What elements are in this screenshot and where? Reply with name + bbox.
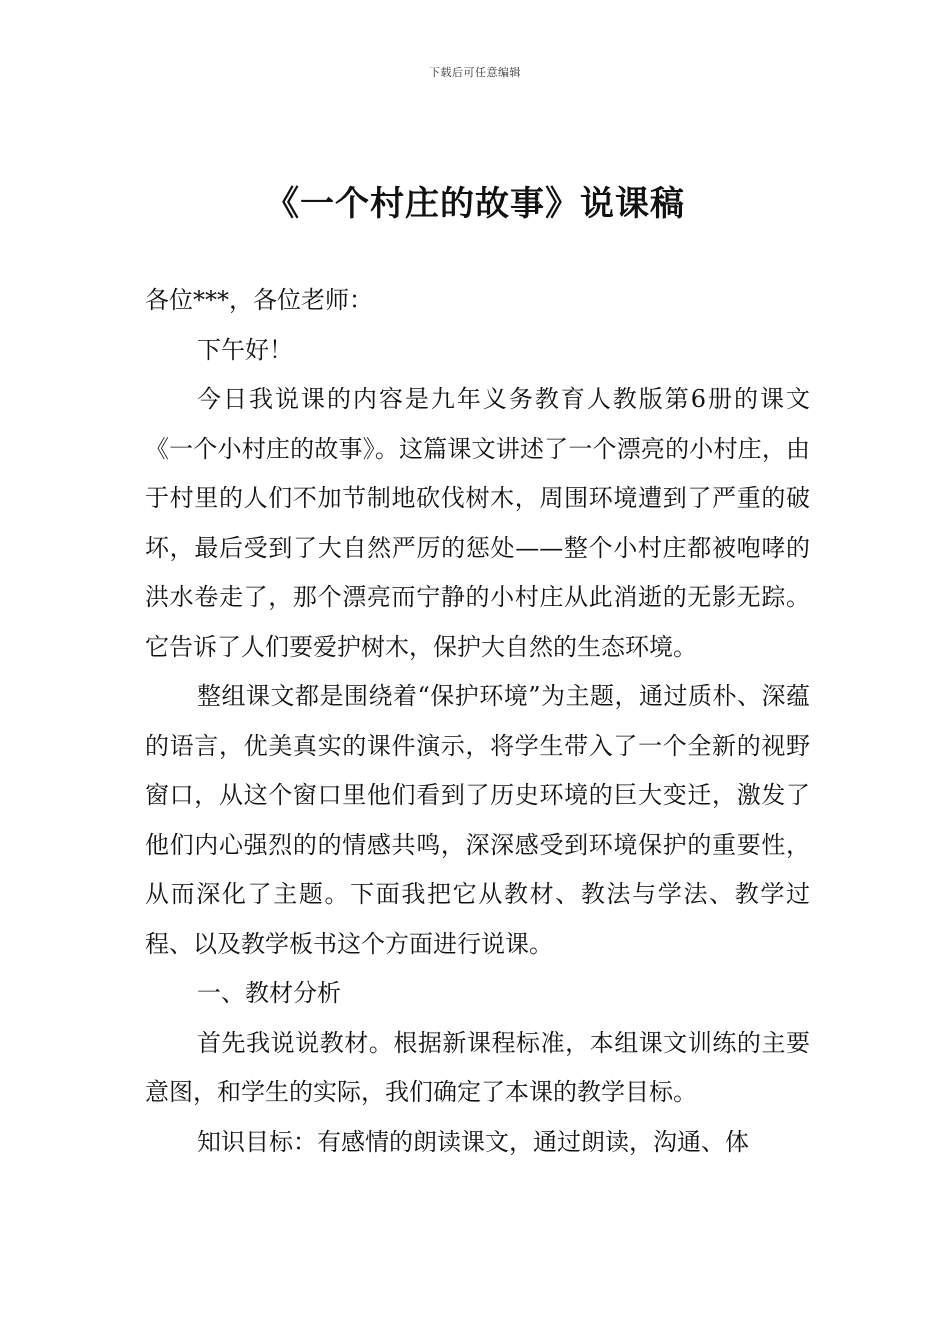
intro-paragraph: 今日我说课的内容是九年义务教育人教版第6册的课文《一个小村庄的故事》。这篇课文讲述了一个漂亮的小村庄，由于村里的人们不加节制地砍伐树木，周围环境遭到了严重的破坏，最后受到了大自然严厉的惩处——整个小村庄都被咆哮的洪水卷走了，那个漂亮而宁静的小村庄从此消逝的无影无踪。它告诉了人们要爱护树木，保护大自然的生态环境。 xyxy=(145,385,810,661)
header-note: 下载后可任意编辑 xyxy=(429,66,521,79)
document-title: 《一个村庄的故事》说课稿 xyxy=(265,184,685,224)
greeting-paragraph: 下午好！ xyxy=(197,335,293,364)
theme-paragraph: 整组课文都是围绕着“保护环境”为主题，通过质朴、深蕴的语言，优美真实的课件演示，将学生带入了一个全新的视野窗口，从这个窗口里他们看到了历史环境的巨大变迁，激发了他们内心强烈的的情感共鸣，深深感受到环境保护的重要性，从而深化了主题。下面我把它从教材、教法与学法、教学过程、以及教学板书这个方面进行说课。 xyxy=(145,682,810,958)
objective-paragraph: 知识目标：有感情的朗读课文，通过朗读，沟通、体 xyxy=(197,1127,749,1156)
document-body xyxy=(145,276,810,1167)
materials-paragraph: 首先我说说教材。根据新课程标准，本组课文训练的主要意图，和学生的实际，我们确定了本课的教学目标。 xyxy=(145,1028,810,1106)
salutation: 各位***，各位老师： xyxy=(145,286,373,314)
section-heading: 一、教材分析 xyxy=(197,979,341,1007)
